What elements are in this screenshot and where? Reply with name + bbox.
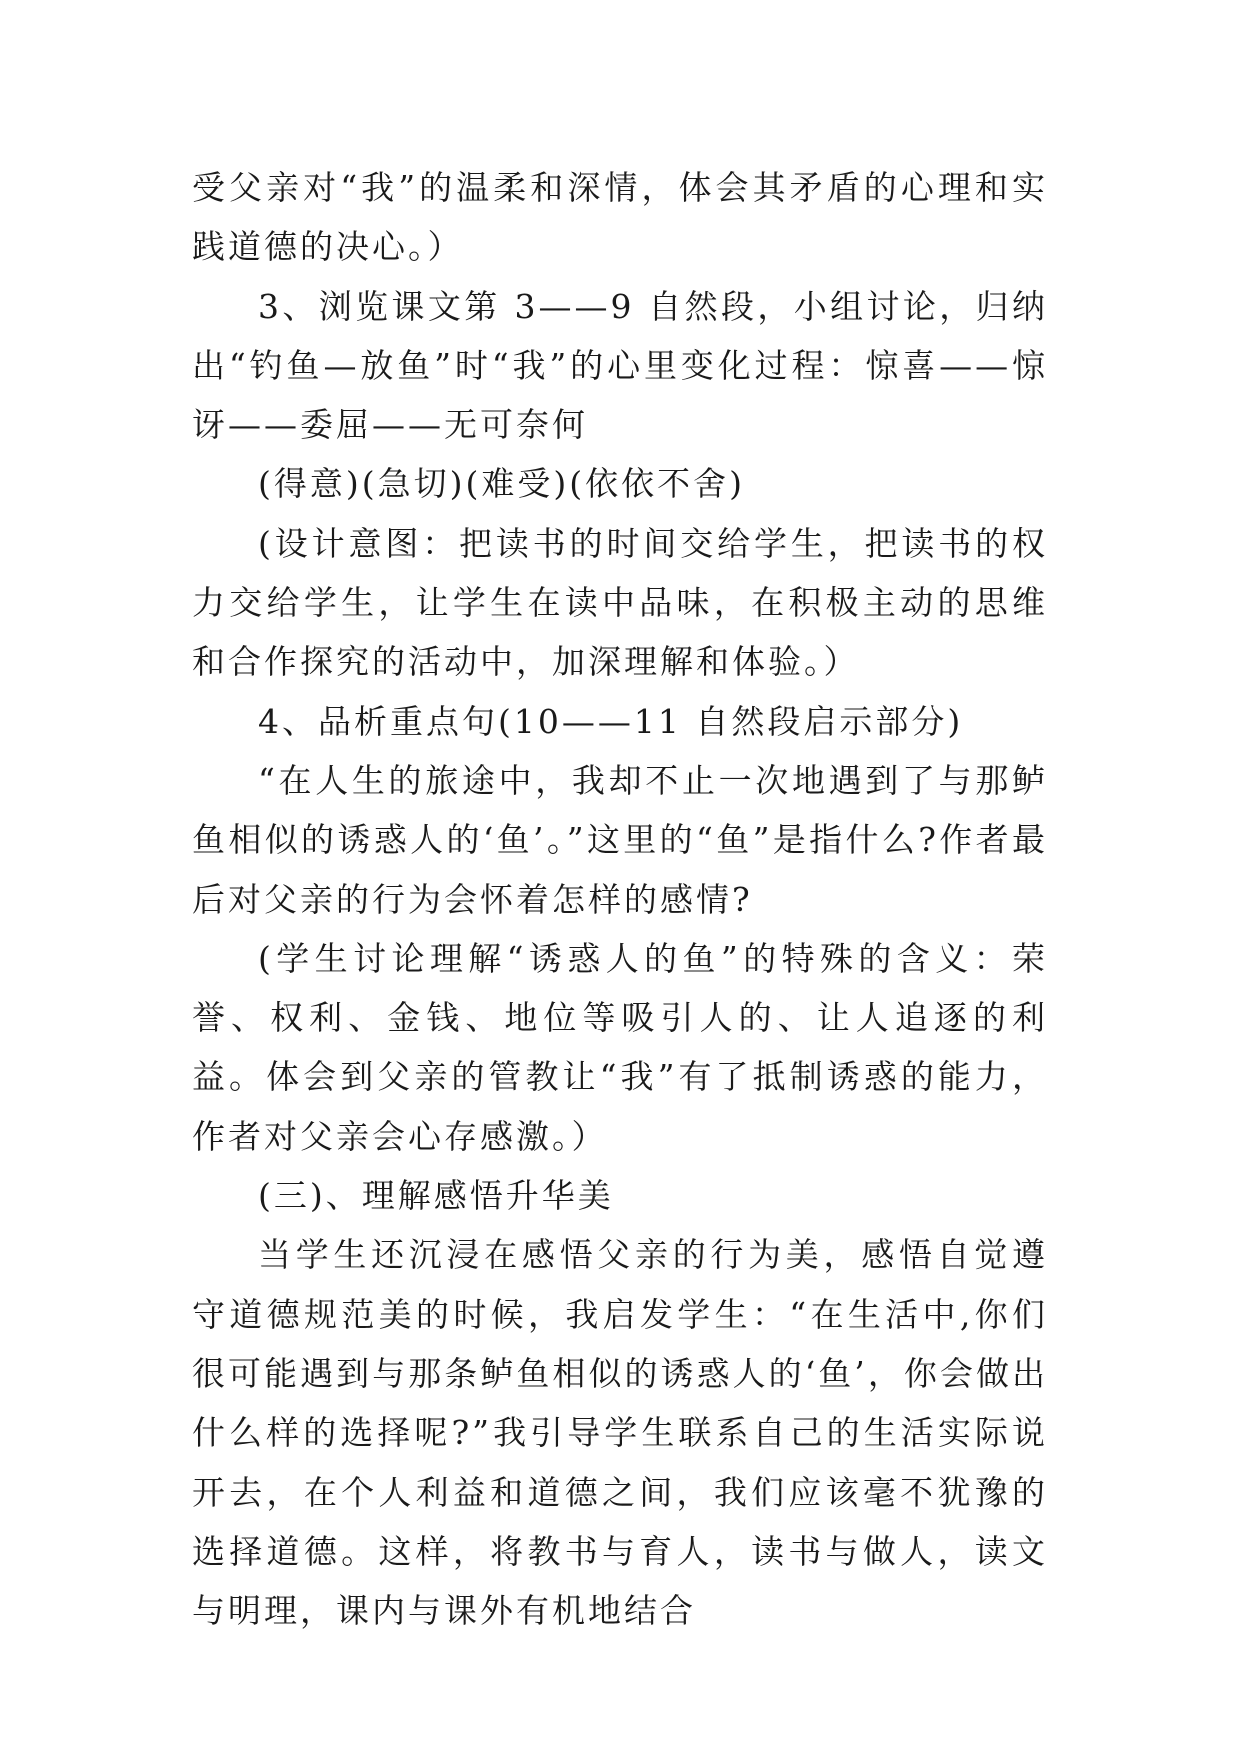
paragraph-8: (三)、理解感悟升华美 [258,1176,614,1216]
paragraph-2: 3、浏览课文第 3——9 自然段，小组讨论，归纳出“钓鱼—放鱼”时“我”的心里变化过程：惊喜——惊讶——委屈——无可奈何 [192,286,1048,445]
paragraph-9: 当学生还沉浸在感悟父亲的行为美，感悟自觉遵守道德规范美的时候，我启发学生：“在生活中,你们很可能遇到与那条鲈鱼相似的诱惑人的‘鱼’，你会做出什么样的选择呢?”我引导学生联系自己的生活实际说开去，在个人利益和道德之间，我们应该毫不犹豫的选择道德。这样，将教书与育人，读书与做人，读文与明理，课内与课外有机地结合 [192,1235,1048,1631]
paragraph-6: “在人生的旅途中，我却不止一次地遇到了与那鲈鱼相似的诱惑人的‘鱼’。”这里的“鱼”是指什么?作者最后对父亲的行为会怀着怎样的感情? [192,760,1048,919]
paragraph-1: 受父亲对“我”的温柔和深情，体会其矛盾的心理和实践道德的决心。） [192,168,1048,267]
body-text [192,158,1048,1640]
paragraph-5: 4、品析重点句(10——11 自然段启示部分) [258,701,964,741]
paragraph-3: (得意)(急切)(难受)(依依不舍) [258,464,745,504]
paragraph-7: (学生讨论理解“诱惑人的鱼”的特殊的含义：荣誉、权利、金钱、地位等吸引人的、让人追逐的利益。体会到父亲的管教让“我”有了抵制诱惑的能力，作者对父亲会心存感激。） [192,938,1048,1156]
paragraph-4: (设计意图：把读书的时间交给学生，把读书的权力交给学生，让学生在读中品味，在积极主动的思维和合作探究的活动中，加深理解和体验。） [192,523,1048,682]
